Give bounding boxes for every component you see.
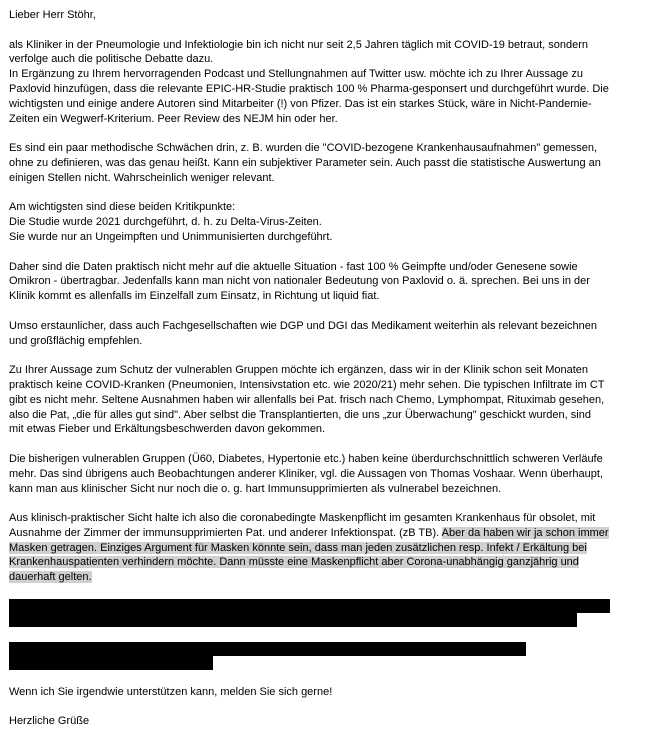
paragraph-methodology: Es sind ein paar methodische Schwächen drin, z. B. wurden die "COVID-bezogene Krankenhausaufnahmen" gemessen, ohne zu definieren, was das genau heißt. Kann ein subjektiver Parameter sein. Auch passt die statistische Auswertung an einigen Stellen nicht. Wahrscheinlich weniger relevant. [9, 142, 601, 184]
paragraph-risk-groups: Die bisherigen vulnerablen Gruppen (Ü60, Diabetes, Hypertonie etc.) haben keine überdurchschnittlich schweren Verläufe mehr. Das sind übrigens auch Beobachtungen anderer Kliniker, vgl. die Aussagen von Thomas Voshaar. Wenn überhaupt, kann man aus klinischer Sicht nur noch die o. g. hart Immunsupprimierten als vulnerabel bezeichnen. [9, 452, 603, 495]
paragraph-intro: als Kliniker in der Pneumologie und Infektiologie bin ich nicht nur seit 2,5 Jahren täglich mit COVID-19 betraut, sondern verfolge auch die politische Debatte dazu. In Ergänzung zu Ihrem hervorragenden Podcast und Stellungnahmen auf Twitter usw. möchte ich zu Ihrer Aussage zu Paxlovid hinzufügen, dass die relevante EPIC-HR-Studie praktisch 100 % Pharma-gesponsert und durchgeführt wurde. Die wichtigsten und einige andere Autoren sind Mitarbeiter (!) von Pfizer. Das ist ein starkes Stück, wäre in Nicht-Pandemie- Zeiten ein Wegwerf-Kriterium. Peer Review des NEJM hin oder her. [9, 38, 609, 125]
redaction-bar [9, 599, 610, 613]
mask-text-highlighted: Aber da haben wir ja schon immer Masken getragen. Einziges Argument für Masken könnte sein, dass man jeden zusätzlichen resp. Infekt / Erkältung bei Krankenhauspatienten verhindern möchte. Dann müsste eine Maskenpflicht aber Corona-unabhängig ganzjährig und dauerhaft gelten. [9, 526, 609, 584]
greeting: Lieber Herr Stöhr, [9, 9, 96, 21]
mask-text-plain: Aus klinisch-praktischer Sicht halte ich also die coronabedingte Maskenpflicht im gesamten Krankenhaus für obsolet, mit Ausnahme der Zimmer der immunsupprimierten Pat. und anderer Infektionspat. (zB TB). [9, 512, 596, 539]
letter-body [9, 8, 649, 744]
paragraph-applicability: Daher sind die Daten praktisch nicht mehr auf die aktuelle Situation - fast 100 % Geimpfte und/oder Genesene sowie Omikron - übertragbar. Jedenfalls kann man nicht von nationaler Bedeutung von Paxlovid o. ä. sprechen. Bei uns in der Klinik kommt es allenfalls im Einzelfall zum Einsatz, in Richtung ut liquid fiat. [9, 260, 590, 303]
redacted-block-2 [9, 642, 649, 670]
paragraph-societies: Umso erstaunlicher, dass auch Fachgesellschaften wie DGP und DGI das Medikament weiterhin als relevant bezeichnen und großflächig empfehlen. [9, 319, 597, 347]
paragraph-vulnerable-groups: Zu Ihrer Aussage zum Schutz der vulnerablen Gruppen möchte ich ergänzen, dass wir in der Klinik schon seit Monaten praktisch keine COVID-Kranken (Pneumonien, Intensivstation etc. wie 2020/21) mehr sehen. Die typischen Infiltrate im CT gibt es nicht mehr. Seltene Ausnahmen haben wir allenfalls bei Pat. frisch nach Chemo, Lymphompat, Rituximab gesehen, also die Pat, „die für alles gut sind". Aber selbst die Transplantierten, die uns „zur Überwachung" geschickt wurden, sind mit etwas Fieber und Erkältungsbeschwerden davon gekommen. [9, 364, 605, 436]
redaction-bar [9, 613, 577, 627]
sign-off: Herzliche Grüße [9, 715, 90, 728]
redacted-block-1 [9, 599, 649, 627]
redaction-bar [9, 642, 526, 656]
paragraph-key-criticism: Am wichtigsten sind diese beiden Kritikpunkte: Die Studie wurde 2021 durchgeführt, d. h. zu Delta-Virus-Zeiten. Sie wurde nur an Ungeimpften und Unimmunisierten durchgeführt. [9, 201, 333, 243]
paragraph-mask-mandate [9, 511, 649, 585]
redaction-bar [9, 656, 213, 670]
closing-offer: Wenn ich Sie irgendwie unterstützen kann, melden Sie sich gerne! [9, 685, 333, 698]
